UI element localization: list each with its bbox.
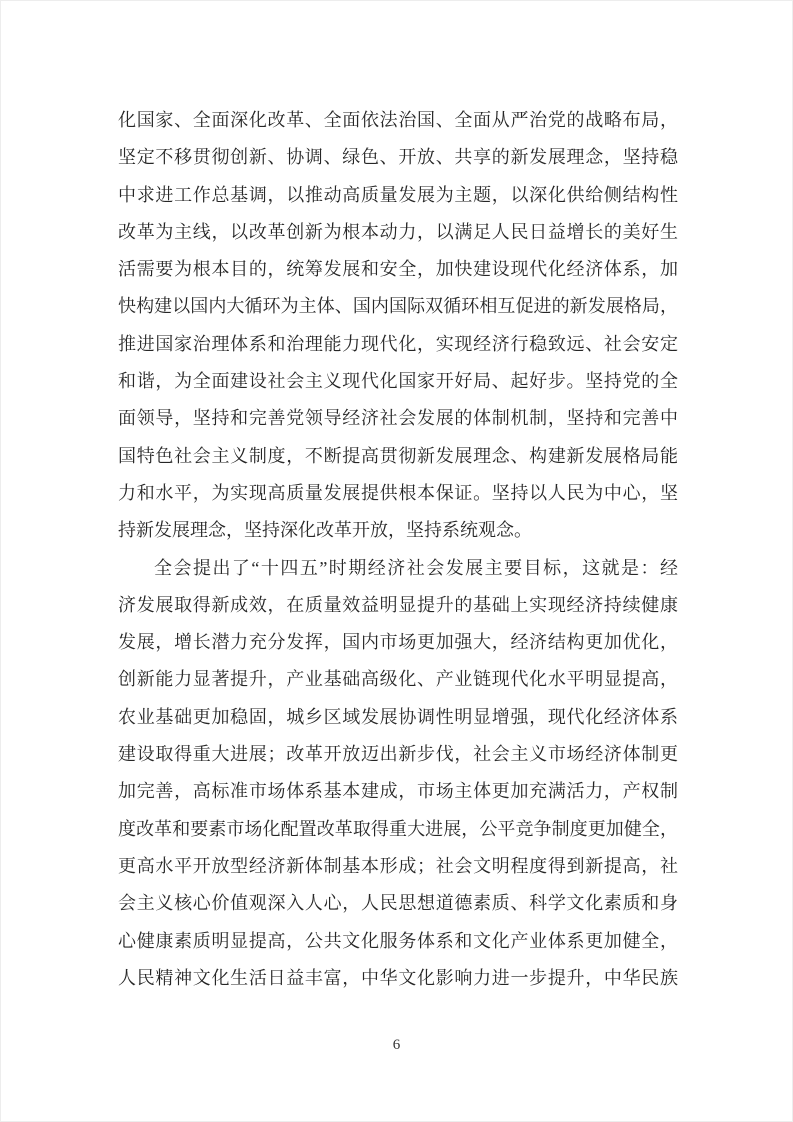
text-line: 济发展取得新成效，在质量效益明显提升的基础上实现经济持续健康 [118, 594, 678, 615]
text-line: 改革为主线，以改革创新为根本动力，以满足人民日益增长的美好生 [118, 221, 678, 242]
text-line-paragraph-end: 持新发展理念，坚持深化改革开放，坚持系统观念。 [118, 520, 532, 541]
text-line: 发展，增长潜力充分发挥，国内市场更加强大，经济结构更加优化， [118, 632, 678, 653]
text-line: 农业基础更加稳固，城乡区域发展协调性明显增强，现代化经济体系 [118, 706, 678, 727]
text-line: 建设取得重大进展；改革开放迈出新步伐，社会主义市场经济体制更 [118, 744, 678, 765]
text-line: 心健康素质明显提高，公共文化服务体系和文化产业体系更加健全， [118, 930, 678, 951]
text-line: 化国家、全面深化改革、全面依法治国、全面从严治党的战略布局， [118, 110, 678, 130]
text-line-paragraph-start: 全会提出了“十四五”时期经济社会发展主要目标，这就是：经 [154, 557, 678, 578]
text-line: 加完善，高标准市场体系基本建成，市场主体更加充满活力，产权制 [118, 781, 678, 802]
text-line: 度改革和要素市场化配置改革取得重大进展，公平竞争制度更加健全， [118, 818, 678, 839]
text-line: 人民精神文化生活日益丰富，中华文化影响力进一步提升，中华民族 [118, 967, 678, 988]
text-line: 面领导，坚持和完善党领导经济社会发展的体制机制，坚持和完善中 [118, 408, 678, 429]
text-line: 力和水平，为实现高质量发展提供根本保证。坚持以人民为中心，坚 [118, 482, 678, 503]
page-body-text [118, 102, 678, 997]
text-line: 和谐，为全面建设社会主义现代化国家开好局、起好步。坚持党的全 [118, 371, 678, 392]
text-line: 会主义核心价值观深入人心，人民思想道德素质、科学文化素质和身 [118, 893, 678, 914]
text-line: 快构建以国内大循环为主体、国内国际双循环相互促进的新发展格局， [118, 296, 678, 317]
page-number: 6 [392, 1037, 401, 1053]
text-line: 活需要为根本目的，统筹发展和安全，加快建设现代化经济体系，加 [118, 259, 678, 280]
text-line: 更高水平开放型经济新体制基本形成；社会文明程度得到新提高，社 [118, 855, 678, 876]
text-line: 中求进工作总基调，以推动高质量发展为主题，以深化供给侧结构性 [118, 184, 678, 205]
text-line: 国特色社会主义制度，不断提高贯彻新发展理念、构建新发展格局能 [118, 445, 678, 466]
text-line: 坚定不移贯彻创新、协调、绿色、开放、共享的新发展理念，坚持稳 [118, 147, 678, 168]
text-line: 推进国家治理体系和治理能力现代化，实现经济行稳致远、社会安定 [118, 333, 678, 354]
text-line: 创新能力显著提升，产业基础高级化、产业链现代化水平明显提高， [118, 669, 678, 690]
